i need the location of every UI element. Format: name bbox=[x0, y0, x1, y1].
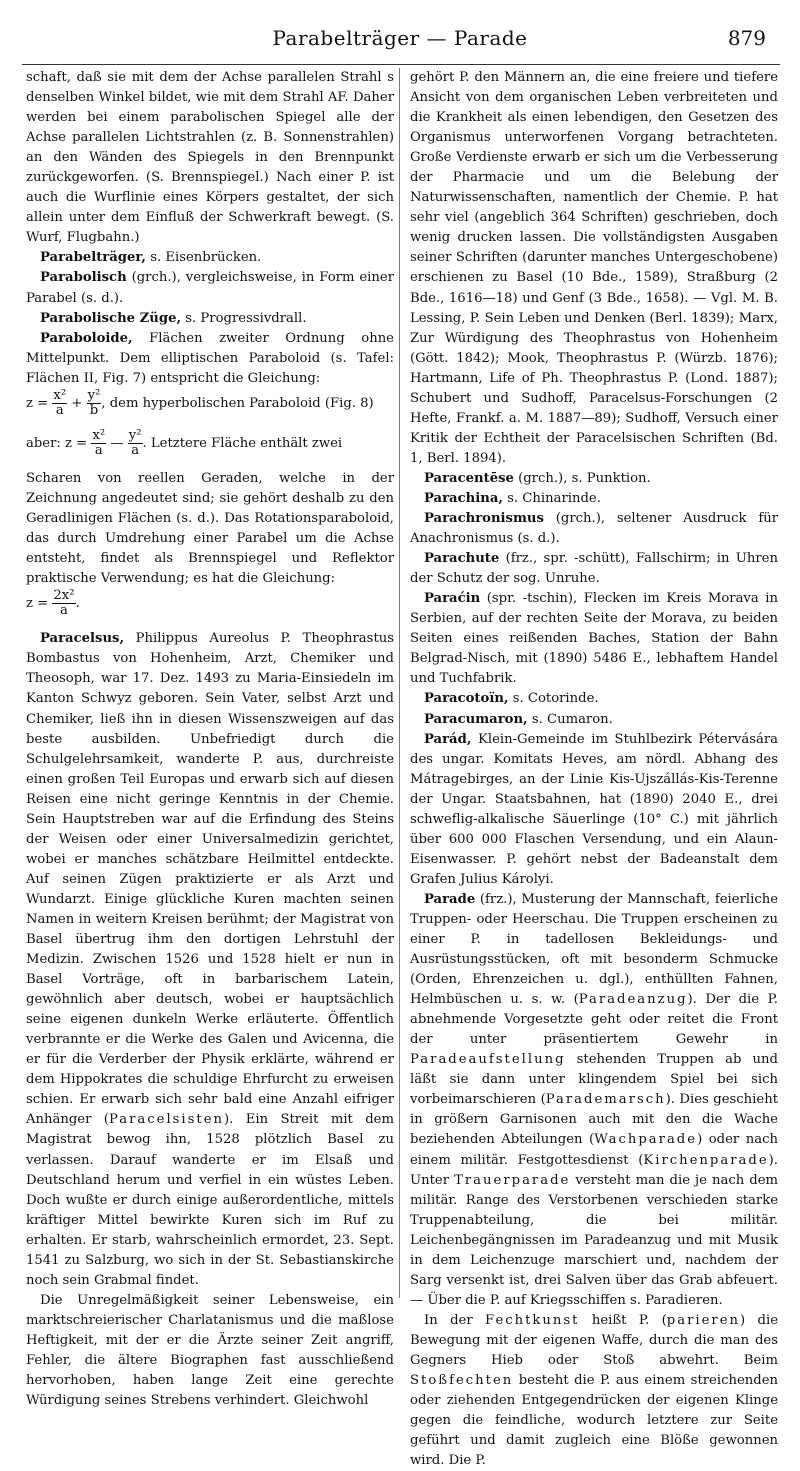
formula-text: , dem hyperbolischen Paraboloid (Fig. 8) bbox=[101, 395, 374, 411]
entry-text: ). Unter bbox=[410, 1152, 778, 1188]
entry-text: heißt P. ( bbox=[579, 1312, 667, 1328]
operator: — bbox=[110, 435, 124, 451]
formula-hyperbolic-paraboloid bbox=[26, 429, 394, 469]
entry-headword: Parabolisch bbox=[40, 270, 127, 286]
formula-rotation-paraboloid bbox=[26, 589, 394, 629]
entry-headword: Paracotoïn, bbox=[424, 691, 509, 707]
numerator: x² bbox=[92, 427, 106, 443]
denominator: a bbox=[131, 442, 140, 458]
numerator: y² bbox=[128, 427, 142, 443]
entry-headword: Parachina, bbox=[424, 490, 503, 506]
page-header bbox=[0, 0, 800, 62]
denominator: a bbox=[55, 402, 64, 418]
entry-text: Philippus Aureolus P. Theophrastus Bombastus von Hohenheim, Arzt, Chemiker und Theosoph, war 17. Dez. 1493 zu Maria-Einsiedeln im Kanton Schwyz geboren. Sein Vater, selbst Arzt und Chemiker, ließ ihn in diesen Wissenszweigen auf das beste ausbilden. Unbefriedigt durch die Schulgelehrsamkeit, wanderte P. aus, durchreiste einen großen Teil Europas und erwarb sich auf diesen Reisen eine nicht geringe Kenntnis in der Chemie. Sein Hauptstreben war auf die Erfindung des Steins der Weisen oder einer Universalmedizin gerichtet, wobei er manches schätzbare Heilmittel entdeckte. Auf seinen Zügen praktizierte er als Arzt und Wundarzt. Einige glückliche Kuren machten seinen Namen in weitern Kreisen berühmt; der Magistrat von Basel übertrug ihm den dortigen Lehrstuhl der Medizin. Zwischen 1526 und 1528 hielt er nun in Basel Vorträge, oft in barbarischem Latein, gewöhnlich aber deutsch, wobei er hauptsächlich seine eigenen dunkeln Werke erläuterte. Öffentlich verbrannte er die Werke des Galen und Avicenna, die er für die Verderber der Physik erklärte, während er dem Hippokrates die schuldige Ehrfurcht zu erweisen schien. Er erwarb sich sehr bald eine Anzahl eifriger Anhänger ( bbox=[26, 631, 394, 1128]
left-column bbox=[26, 68, 394, 1411]
entry-headword: Paracumaron, bbox=[424, 711, 528, 727]
spaced-term: Paracelsisten bbox=[108, 1112, 225, 1128]
entry-parade bbox=[410, 890, 778, 1311]
page-number: 879 bbox=[727, 26, 766, 50]
entry-text: (grch.), seltener Ausdruck für Anachronismus (s. d.). bbox=[410, 511, 778, 547]
entry-headword: Parachronismus bbox=[424, 511, 544, 527]
entry-paracotoin bbox=[410, 689, 778, 709]
entry-headword: Parachute bbox=[424, 551, 500, 567]
entry-text: Klein-Gemeinde im Stuhlbezirk Pétervására des ungar. Komitats Heves, am nördl. Abhang des Mátragebirges, an der Linie Kis-Ujszállás-Kis-Terenne der Ungar. Staatsbahnen, hat (1890) 2040 E., drei schweflig-alkalische Säuerlinge (10° C.) mit jährlich über 600 000 Flaschen Versendung, und ein Alaun-Eisenwasser. P. gehört nebst der Badeanstalt dem Grafen Julius Károlyi. bbox=[410, 731, 778, 887]
entry-headword: Paraboloide, bbox=[40, 330, 133, 346]
entry-text: In der bbox=[424, 1312, 486, 1328]
running-head: Parabelträger — Parade bbox=[272, 26, 528, 50]
fraction bbox=[52, 389, 67, 418]
entry-text: s. Progressivdrall. bbox=[181, 310, 307, 326]
entry-text: s. Chinarinde. bbox=[502, 490, 601, 506]
paragraph-fechtkunst bbox=[410, 1311, 778, 1471]
entry-text: (grch.), vergleichsweise, in Form einer Parabel (s. d.). bbox=[26, 270, 394, 306]
spaced-term: Paradeanzug bbox=[578, 992, 688, 1008]
entry-text: ). Ein Streit mit dem Magistrat bewog ihn, 1528 plötzlich Basel zu verlassen. Darauf wanderte er im Elsaß und Deutschland herum und verfiel in ein wüstes Leben. Doch wußte er durch einige außerordentliche, mittels kräftiger Mittel bewirkte Kuren sich im Ruf zu erhalten. Er starb, wahrscheinlich ermordet, 23. Sept. 1541 zu Salzburg, wo sich in der St. Sebastianskirche noch sein Grabmal findet. bbox=[26, 1112, 394, 1288]
entry-parabolisch bbox=[26, 268, 394, 308]
entry-parad bbox=[410, 730, 778, 890]
entry-text: (frz.), Musterung der Mannschaft, feierliche Truppen- oder Heerschau. Die Truppen erscheinen zu einer P. in tadellosen Bekleidungs- und Ausrüstungsstücken, oft mit besonderm Schmucke (Orden, Ehrenzeichen u. dgl.), enthüllten Fahnen, Helmbüschen u. s. w. ( bbox=[410, 891, 778, 1008]
operator: + bbox=[71, 395, 83, 411]
paragraph-paraboloide-continuation: Scharen von reellen Geraden, welche in der Zeichnung angedeutet sind; sie gehört deshalb zu den Geradlinigen Flächen (s. d.). Das Rotationsparaboloid, das durch Umdrehung einer Parabel um die Achse entsteht, findet als Brennspiegel und Reflektor praktische Verwendung; es hat die Gleichung: bbox=[26, 470, 394, 587]
formula-lhs: aber: z = bbox=[26, 435, 88, 451]
spaced-term: Kirchenparade bbox=[643, 1152, 769, 1168]
entry-headword: Paracentēse bbox=[424, 470, 514, 486]
formula-elliptic-paraboloid bbox=[26, 389, 394, 429]
entry-paracentese bbox=[410, 469, 778, 489]
denominator: a bbox=[94, 442, 103, 458]
numerator: y² bbox=[87, 387, 101, 403]
spaced-term: Stoßfechten bbox=[410, 1373, 514, 1389]
spaced-term: Fechtkunst bbox=[485, 1312, 580, 1328]
right-column bbox=[410, 68, 778, 1471]
entry-text: versteht man die je nach dem militär. Range des Verstorbenen verschieden starke Truppenabteilung, die bei militär. Leichenbegängnissen im Paradeanzug und mit Musik in dem Leichenzuge marschiert und, nachdem der Sarg versenkt ist, drei Salven über das Grab abfeuert. — Über die P. auf Kriegsschiffen s. Paradieren. bbox=[410, 1172, 778, 1308]
entry-parachronismus bbox=[410, 509, 778, 549]
entry-text: s. Cumaron. bbox=[527, 711, 613, 727]
entry-paraboloide bbox=[26, 329, 394, 389]
entry-parachina bbox=[410, 489, 778, 509]
entry-text: stehenden Truppen ab und läßt sie dann unter klingendem Spiel bei sich vorbeimarschieren ( bbox=[410, 1052, 778, 1108]
spaced-term: Paradeaufstellung bbox=[410, 1052, 566, 1068]
denominator: b bbox=[89, 402, 99, 418]
entry-parachute bbox=[410, 549, 778, 589]
paragraph-paracelsus-assessment: Die Unregelmäßigkeit seiner Lebensweise, ein marktschreierischer Charlatanismus und die maßlose Heftigkeit, mit der er die Ärzte seiner Zeit angriff, Fehler, die ältere Biographen fast ausschließend hervorhoben, haben lange Zeit eine gerechte Würdigung seines Strebens verhindert. Gleichwohl bbox=[26, 1292, 394, 1409]
fraction bbox=[91, 429, 106, 458]
formula-text: . bbox=[75, 596, 80, 612]
entry-parabeltraeger bbox=[26, 248, 394, 268]
entry-headword: Parade bbox=[424, 891, 476, 907]
paragraph-parabel-continuation: schaft, daß sie mit dem der Achse parallelen Strahl s denselben Winkel bildet, wie mit dem Strahl AF. Daher werden bei einem parabolischen Spiegel alle der Achse parallelen Lichtstrahlen (z. B. Sonnenstrahlen) an den Wänden des Spiegels in den Brennpunkt zurückgeworfen. (S. Brennspiegel.) Nach einer P. ist auch die Wurflinie eines Körpers gestaltet, der sich allein unter dem Einfluß der Schwerkraft bewegt. (S. Wurf, Flugbahn.) bbox=[26, 70, 394, 246]
entry-text: (grch.), s. Punktion. bbox=[513, 470, 651, 486]
entry-text: ). Dies geschieht in größern Garnisonen auch mit den die Wache beziehenden Abteilungen ( bbox=[410, 1092, 778, 1148]
fraction bbox=[87, 389, 102, 418]
entry-text: Flächen zweiter Ordnung ohne Mittelpunkt. Dem elliptischen Paraboloid (s. Tafel: Flächen II, Fig. 7) entspricht die Gleichung: bbox=[26, 330, 394, 386]
formula-lhs: z = bbox=[26, 395, 49, 411]
entry-text: s. Cotorinde. bbox=[508, 691, 599, 707]
fraction bbox=[128, 429, 143, 458]
formula-lhs: z = bbox=[26, 596, 49, 612]
entry-headword: Parabolische Züge, bbox=[40, 310, 182, 326]
header-rule bbox=[22, 64, 780, 65]
entry-paracelsus bbox=[26, 629, 394, 1291]
entry-headword: Paracelsus, bbox=[40, 631, 125, 647]
entry-text: ) die Bewegung mit der eigenen Waffe, durch die man des Gegners Hieb oder Stoß abwehrt. Beim bbox=[410, 1312, 778, 1368]
paragraph-paracelsus-continuation: gehört P. den Männern an, die eine freiere und tiefere Ansicht von dem organischen Leben verbreiteten und die Krankheit als einen lebendigen, den Gesetzen des Organismus unterworfenen Vorgang betrachteten. Große Verdienste erwarb er sich um die Verbesserung der Pharmacie und um die Belebung der Naturwissenschaften, namentlich der Chemie. P. hat sehr viel (angeblich 364 Schriften) geschrieben, doch wenig drucken lassen. Die vollständigsten Ausgaben seiner Schriften (darunter manches Untergeschobene) erschienen zu Basel (10 Bde., 1589), Straßburg (2 Bde., 1616—18) und Genf (3 Bde., 1658). — Vgl. M. B. Lessing, P. Sein Leben und Denken (Berl. 1839); Marx, Zur Würdigung des Theophrastus von Hohenheim (Gött. 1842); Mook, Theophrastus P. (Würzb. 1876); Hartmann, Life of Ph. Theophrastus P. (Lond. 1887); Schubert und Sudhoff, Paracelsus-Forschungen (2 Hefte, Frankf. a. M. 1887—89); Sudhoff, Versuch einer Kritik der Echtheit der Paracelsischen Schriften (Bd. 1, Berl. 1894). bbox=[410, 70, 778, 466]
numerator: x² bbox=[53, 387, 67, 403]
entry-headword: Parabelträger, bbox=[40, 250, 146, 266]
fraction bbox=[52, 589, 75, 618]
numerator: 2x² bbox=[53, 588, 75, 604]
spaced-term: Parademarsch bbox=[545, 1092, 666, 1108]
entry-text: ) oder nach einem militär. Festgottesdienst ( bbox=[410, 1132, 778, 1168]
entry-text: ). Der die P. abnehmende Vorgesetzte geht oder reitet die Front der unter präsentiertem Gewehr in bbox=[410, 992, 778, 1048]
entry-headword: Paraćin bbox=[424, 591, 481, 607]
entry-paracin bbox=[410, 589, 778, 689]
entry-text: (frz., spr. -schütt), Fallschirm; in Uhren der Schutz der sog. Unruhe. bbox=[410, 551, 778, 587]
entry-text: (spr. -tschin), Flecken im Kreis Morava in Serbien, auf der rechten Seite der Morava, zu beiden Seiten eines reißenden Baches, Station der Bahn Belgrad-Nisch, mit (1890) 5486 E., lebhaftem Handel und Tuchfabrik. bbox=[410, 591, 778, 687]
entry-paracumaron bbox=[410, 710, 778, 730]
spaced-term: Wachparade bbox=[594, 1132, 698, 1148]
entry-text: s. Eisenbrücken. bbox=[146, 250, 262, 266]
spaced-term: parieren bbox=[666, 1312, 741, 1328]
entry-headword: Parád, bbox=[424, 731, 472, 747]
entry-text: besteht die P. aus einem streichenden oder ziehenden Entgegendrücken der eigenen Klinge gegen die feindliche, wodurch letztere zur Seite geführt und damit zugleich eine Blöße gewonnen wird. Die P. bbox=[410, 1373, 778, 1469]
entry-parabolische-zuege bbox=[26, 309, 394, 329]
column-divider bbox=[399, 68, 400, 1298]
spaced-term: Trauerparade bbox=[454, 1172, 571, 1188]
denominator: a bbox=[60, 603, 68, 619]
formula-text: . Letztere Fläche enthält zwei bbox=[142, 435, 343, 451]
